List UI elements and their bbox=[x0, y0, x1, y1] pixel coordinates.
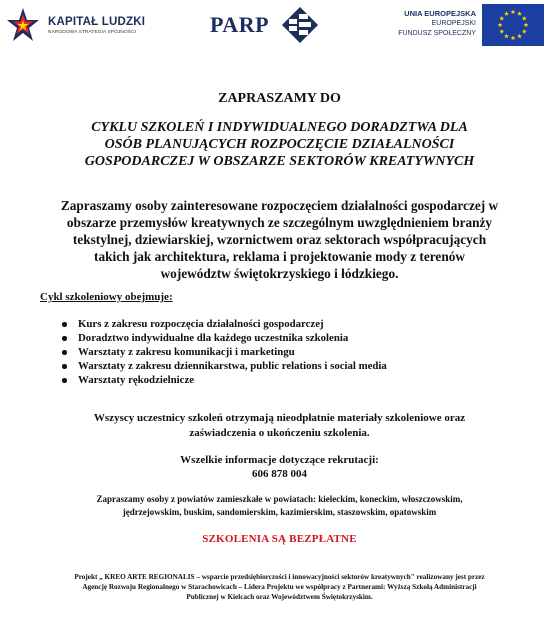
districts-line: jędrzejowskim, buskim, sandomierskim, kazimierskim, staszowskim, opatowskim bbox=[122, 506, 437, 517]
kapital-ludzki-star-icon bbox=[6, 6, 40, 44]
footer-line: Agencję Rozwoju Regionalnego w Starachowicach – Lidera Projektu we współpracy z Partnerami: Wyższą Szkołą Administracji bbox=[82, 583, 477, 591]
eu-logo bbox=[392, 4, 552, 46]
materials-line: Wszyscy uczestnicy szkoleń otrzymają nieodpłatnie materiały szkoleniowe oraz bbox=[93, 412, 466, 424]
kapital-ludzki-logo bbox=[6, 6, 156, 44]
bullet-icon bbox=[62, 364, 67, 369]
list-item-label: Doradztwo indywidualne dla każdego uczestnika szkolenia bbox=[78, 332, 349, 344]
bullet-icon bbox=[62, 378, 67, 383]
list-item bbox=[60, 345, 387, 359]
intro-line: tekstylnej, dziewiarskiej, wzornictwem oraz sektorach współpracujących bbox=[72, 232, 487, 247]
intro-line: obszarze przemysłów kreatywnych ze szczególnym uwzględnieniem branży bbox=[66, 215, 493, 230]
parp-logo-text: PARP bbox=[210, 12, 270, 37]
footer-line: Projekt „ KREO ARTE REGIONALIS – wsparcie przedsiębiorczości i innowacyjności sektorów kreatywnych" realizowany jest przez bbox=[74, 573, 485, 581]
bullet-icon bbox=[62, 322, 67, 327]
project-footer bbox=[30, 572, 529, 602]
list-item bbox=[60, 359, 387, 373]
subheading-line: CYKLU SZKOLEŃ I INDYWIDUALNEGO DORADZTWA DLA bbox=[91, 120, 468, 135]
eu-logo-line3: FUNDUSZ SPOŁECZNY bbox=[398, 30, 476, 37]
list-item bbox=[60, 331, 387, 345]
logo-bar bbox=[0, 0, 559, 50]
districts-line: Zapraszamy osoby z powiatów zamieszkałe w powiatach: kieleckim, koneckim, włoszczowskim, bbox=[96, 494, 463, 504]
bullet-icon bbox=[62, 350, 67, 355]
kapital-ludzki-title: KAPITAŁ LUDZKI bbox=[48, 16, 146, 28]
eu-logo-line1: UNIA EUROPEJSKA bbox=[404, 9, 476, 18]
recruitment-info-label: Wszelkie informacje dotyczące rekrutacji: bbox=[180, 454, 379, 466]
cycle-label: Cykl szkoleniowy obejmuje: bbox=[40, 291, 173, 303]
eu-logo-text bbox=[398, 9, 476, 39]
cycle-list bbox=[60, 317, 387, 387]
list-item-label: Warsztaty rękodzielnicze bbox=[78, 374, 195, 386]
intro-paragraph bbox=[20, 197, 539, 282]
eu-logo-line2: EUROPEJSKI bbox=[431, 20, 476, 27]
page-heading: ZAPRASZAMY DO bbox=[218, 91, 341, 106]
parp-diamond-icon bbox=[280, 6, 320, 44]
free-notice: SZKOLENIA SĄ BEZPŁATNE bbox=[202, 533, 357, 545]
phone-number: 606 878 004 bbox=[252, 468, 307, 480]
intro-line: takich jak architektura, reklama i projektowanie mody z terenów bbox=[94, 249, 465, 264]
list-item bbox=[60, 373, 387, 387]
recruitment-info bbox=[0, 453, 559, 481]
bullet-icon bbox=[62, 336, 67, 341]
parp-logo bbox=[208, 6, 328, 42]
footer-line: Publicznej w Kielcach oraz Województwem Świętokrzyskim. bbox=[186, 593, 373, 601]
materials-notice bbox=[0, 411, 559, 441]
list-item-label: Warsztaty z zakresu dziennikarstwa, public relations i social media bbox=[78, 360, 387, 372]
districts-notice bbox=[0, 493, 559, 518]
materials-line: zaświadczenia o ukończeniu szkolenia. bbox=[189, 427, 370, 439]
intro-line: województw świętokrzyskiego i łódzkiego. bbox=[160, 266, 399, 281]
intro-line: Zapraszamy osoby zainteresowane rozpoczęciem działalności gospodarczej w bbox=[60, 198, 499, 213]
kapital-ludzki-subtitle: NARODOWA STRATEGIA SPÓJNOŚCI bbox=[48, 30, 137, 35]
subheading-line: GOSPODARCZEJ W OBSZARZE SEKTORÓW KREATYWNYCH bbox=[84, 154, 475, 169]
list-item-label: Warsztaty z zakresu komunikacji i marketingu bbox=[78, 346, 295, 358]
eu-flag-icon bbox=[482, 4, 544, 46]
list-item bbox=[60, 317, 387, 331]
subheading-line: OSÓB PLANUJĄCYCH ROZPOCZĘCIE DZIAŁALNOŚCI bbox=[104, 137, 455, 152]
list-item-label: Kurs z zakresu rozpoczęcia działalności gospodarczej bbox=[78, 318, 324, 330]
page-subheading bbox=[0, 119, 559, 170]
